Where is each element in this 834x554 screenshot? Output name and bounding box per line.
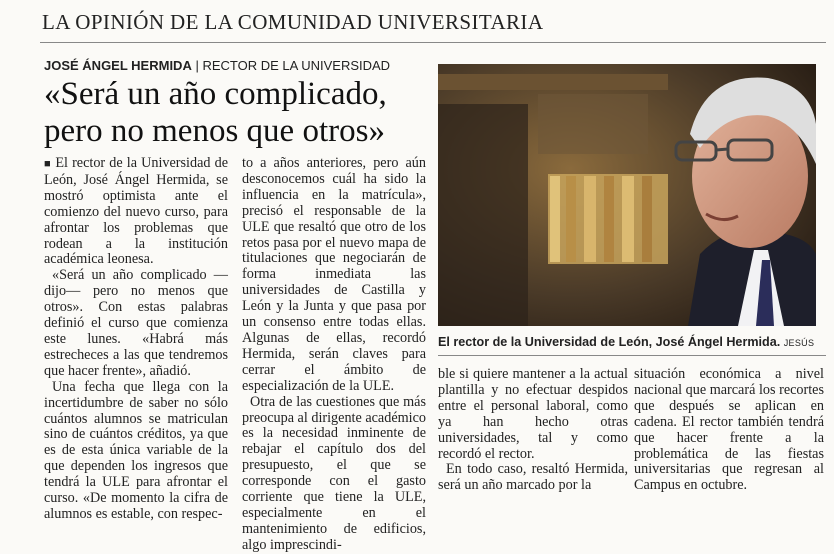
paragraph: Una fecha que llega con la incertidumbre de saber no sólo cuántos alumnos se matriculan sino de cuántos créditos, ya que es de esta única variable de la que dependen los ingresos que tendrá la ULE para afrontar el curso. «De momento la cifra de alumnos es estable, con respec- xyxy=(44,378,228,522)
byline xyxy=(44,58,390,73)
article-column-3 xyxy=(438,367,628,494)
section-title: LA OPINIÓN DE LA COMUNIDAD UNIVERSITARIA xyxy=(42,10,544,34)
caption-text: El rector de la Universidad de León, José Ángel Hermida. xyxy=(438,335,781,349)
paragraph: ble si quiere mantener a la actual plantilla y no efectuar despidos entre el personal laboral, como ya han hecho otras universidades, tal y como recordó el rector. xyxy=(438,366,628,462)
article-column-2 xyxy=(242,156,426,554)
paragraph: to a años anteriores, pero aún desconocemos cuál ha sido la influencia en la matrícula», precisó el responsable de la ULE que resaltó que otro de los retos pasa por el nuevo mapa de titulaciones que negociarán de forma inmediata las universidades de Castilla y León y la Junta y que pasa por un consenso entre todas ellas. Algunas de ellas, recordó Hermida, serán claves para cerrar el ámbito de especialización de la ULE. xyxy=(242,155,426,394)
paragraph: situación económica a nivel nacional que marcará los recortes que después se aplican en cadena. El rector también tendrá que hacer frente a la problemática de las fiestas universitarias que regresan al Campus en octubre. xyxy=(634,366,824,494)
paragraph: «Será un año complicado —dijo— pero no menos que otros». Con estas palabras definió el curso que comienza este lunes. «Habrá más estrecheces a las que tendremos que hacer frente», añadió. xyxy=(44,267,228,379)
byline-role: RECTOR DE LA UNIVERSIDAD xyxy=(202,58,391,73)
photo-image xyxy=(438,64,816,326)
bullet-icon: ■ xyxy=(44,158,52,170)
headline: «Será un año complicado, pero no menos que otros» xyxy=(44,76,387,149)
photo-caption xyxy=(438,335,828,349)
article-column-1 xyxy=(44,156,228,523)
caption-rule xyxy=(438,355,826,356)
paragraph xyxy=(44,156,228,268)
section-rule xyxy=(40,42,826,43)
rector-photo xyxy=(438,64,816,326)
paragraph-text: El rector de la Universidad de León, José Ángel Hermida, se mostró optimista ante el comienzo del nuevo curso, para afrontar los problemas que rodean a la institución académica leonesa. xyxy=(44,155,228,268)
paragraph: Otra de las cuestiones que más preocupa al dirigente académico es la necesidad inminente de rebajar el capítulo dos del presupuesto, el que se corresponde con el gasto corriente que tiene la ULE, especialmente en el mantenimiento de edificios, algo imprescindi- xyxy=(242,393,426,553)
photo-credit: JESÚS xyxy=(783,338,815,348)
article-column-4 xyxy=(634,367,824,494)
byline-name: JOSÉ ÁNGEL HERMIDA xyxy=(44,58,192,73)
paragraph: En todo caso, resaltó Hermida, será un año marcado por la xyxy=(438,461,628,494)
byline-separator: | xyxy=(195,58,199,73)
